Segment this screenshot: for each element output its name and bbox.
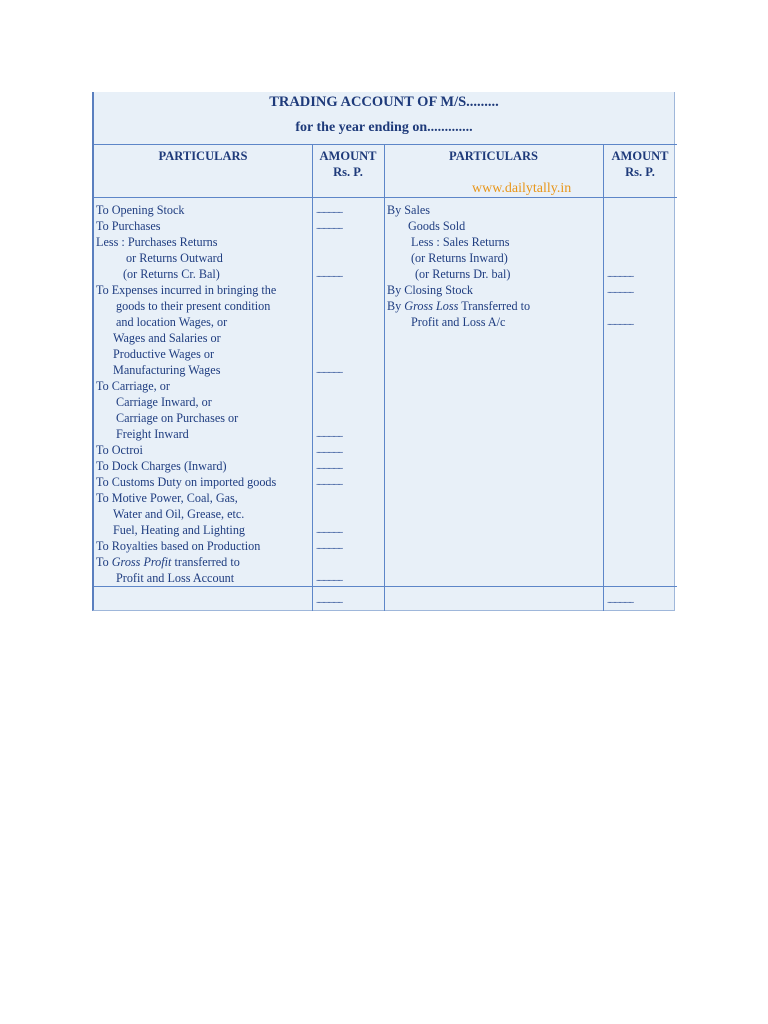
header-amount-right-unit: Rs. P. [625,165,655,179]
debit-line-prefix: To [96,555,109,569]
debit-line: goods to their present condition [116,299,271,313]
amount-placeholder-motive-power: ..................... [316,525,343,535]
debit-line: Fuel, Heating and Lighting [113,523,246,537]
amount-placeholder-net-purchases: ..................... [316,269,343,279]
header-amount-left: AMOUNT [319,149,377,163]
amount-placeholder-customs-duty: ..................... [316,477,343,487]
gross-loss-term: Gross Loss [404,299,459,313]
debit-line: To Dock Charges (Inward) [96,459,227,473]
amount-placeholder-octroi: ..................... [316,445,343,455]
debit-line: or Returns Outward [126,251,223,265]
debit-line-suffix: transferred to [174,555,240,569]
debit-line: (or Returns Cr. Bal) [123,267,220,281]
rule-under-title [94,144,677,145]
credit-line-prefix: By [387,299,402,313]
rule-under-headers [94,197,677,198]
amount-placeholder-royalties: ..................... [316,541,343,551]
debit-line-gross-profit [96,554,240,570]
amount-placeholder-carriage: ..................... [316,429,343,439]
credit-line: Goods Sold [408,219,466,233]
credit-line-gross-loss [387,298,530,314]
document-subtitle: for the year ending on............. [295,120,473,135]
amount-placeholder-purchases: ..................... [316,221,343,231]
header-amount-left-unit: Rs. P. [333,165,363,179]
credit-line-suffix: Transferred to [461,299,531,313]
header-amount-right: AMOUNT [611,149,669,163]
debit-line: Water and Oil, Grease, etc. [113,507,245,521]
debit-line: To Motive Power, Coal, Gas, [96,491,238,505]
amount-placeholder-gross-profit: ..................... [316,573,343,583]
credit-line: (or Returns Dr. bal) [415,267,511,281]
credit-line: By Sales [387,203,430,217]
debit-line: To Expenses incurred in bringing the [96,283,277,297]
amount-placeholder-opening-stock: ..................... [316,205,343,215]
trading-account-document [92,92,675,611]
amount-placeholder-net-sales: ..................... [607,269,634,279]
document-title: TRADING ACCOUNT OF M/S......... [269,94,499,110]
col-divider-1 [312,144,313,611]
debit-line: To Purchases [96,219,161,233]
rule-above-totals [94,586,677,587]
amount-placeholder-total-right: ..................... [607,595,634,605]
amount-placeholder-closing-stock: ..................... [607,285,634,295]
header-particulars-right: PARTICULARS [449,149,538,163]
debit-line: To Opening Stock [96,203,185,217]
debit-line: and location Wages, or [116,315,228,329]
debit-line: Carriage on Purchases or [116,411,239,425]
credit-line: Less : Sales Returns [411,235,510,249]
credit-line: By Closing Stock [387,283,474,297]
debit-line: Carriage Inward, or [116,395,212,409]
amount-placeholder-wages: ..................... [316,365,343,375]
gross-profit-term: Gross Profit [111,555,172,569]
debit-line: Productive Wages or [113,347,215,361]
credit-line: Profit and Loss A/c [411,315,506,329]
col-divider-3 [603,144,604,611]
header-particulars-left: PARTICULARS [158,149,248,163]
debit-line: To Royalties based on Production [96,539,261,553]
amount-placeholder-total-left: ..................... [316,595,343,605]
debit-line: To Customs Duty on imported goods [96,475,277,489]
debit-line: Profit and Loss Account [116,571,235,585]
debit-line: Manufacturing Wages [113,363,221,377]
debit-line: Wages and Salaries or [113,331,221,345]
debit-line: To Carriage, or [96,379,170,393]
amount-placeholder-dock-charges: ..................... [316,461,343,471]
website-watermark: www.dailytally.in [472,181,572,196]
debit-line: Freight Inward [116,427,189,441]
debit-line: Less : Purchases Returns [96,235,218,249]
debit-line: To Octroi [96,443,143,457]
credit-line: (or Returns Inward) [411,251,508,265]
col-divider-2 [384,144,385,611]
amount-placeholder-gross-loss: ..................... [607,317,634,327]
